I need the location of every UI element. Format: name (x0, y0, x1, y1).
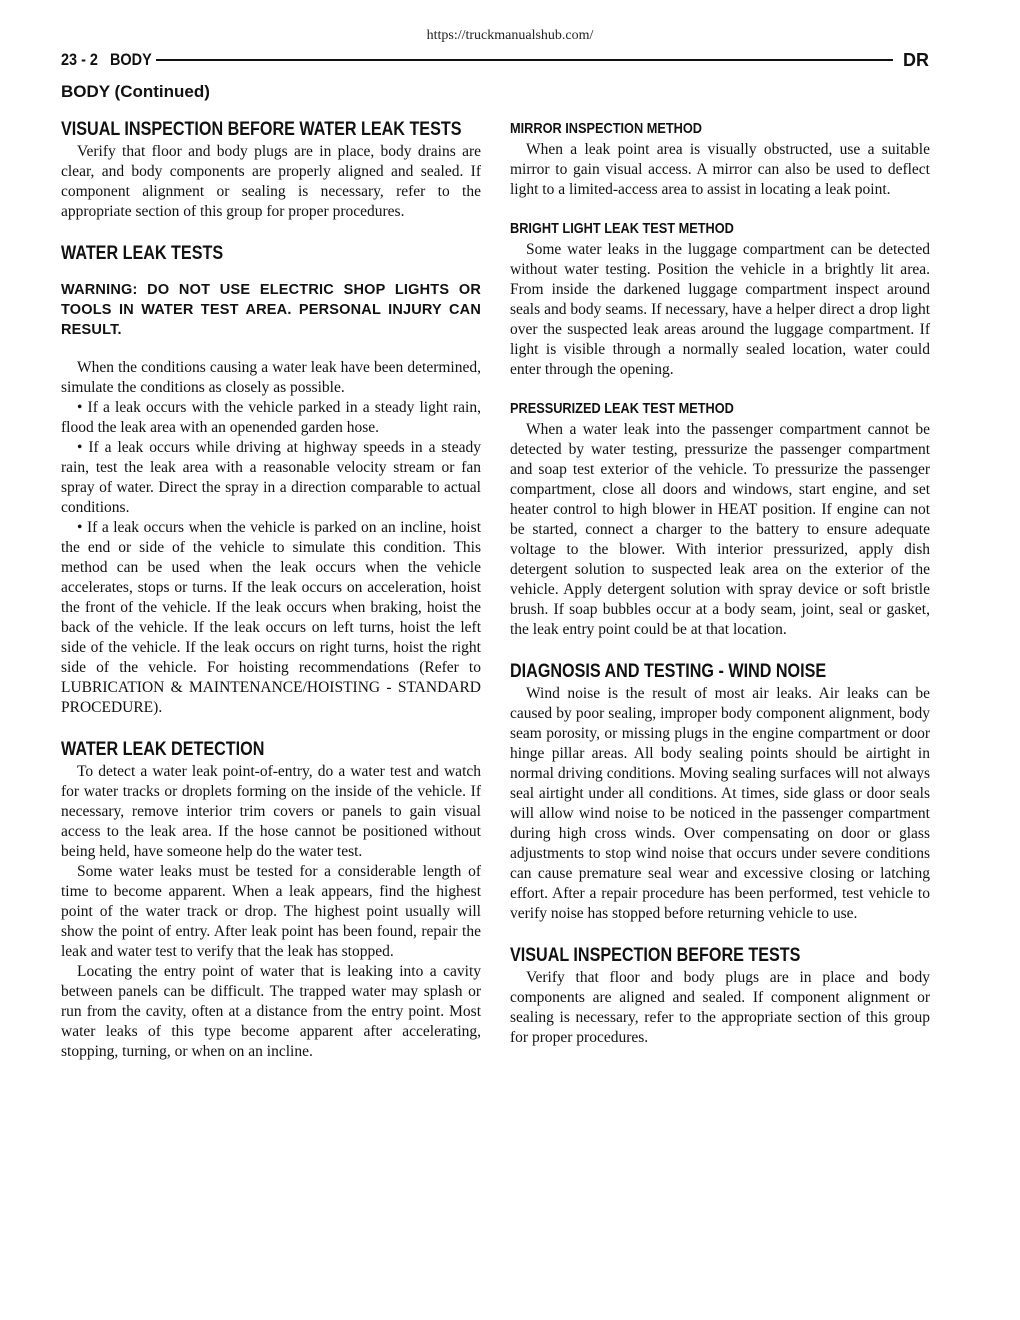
bullet-item: • If a leak occurs when the vehicle is parked on an incline, hoist the end or side of the vehicle to simulate this condition. This method can be used when the leak occurs when the vehicle accelerates, stops or turns. If the leak occurs on acceleration, hoist the front of the vehicle. If the leak occurs when braking, hoist the back of the vehicle. If the leak occurs on left turns, hoist the left side of the vehicle. If the leak occurs on right turns, hoist the right side of the vehicle. For hoisting recommendations (Refer to LUBRICATION & MAINTENANCE/HOISTING - STANDARD PROCEDURE). (61, 519, 481, 716)
bright-light-heading: BRIGHT LIGHT LEAK TEST METHOD (510, 220, 734, 237)
tests-intro: When the conditions causing a water leak have been determined, simulate the conditions as closely as possible. (61, 359, 481, 396)
continued-title: BODY (Continued) (61, 82, 210, 101)
wind-noise-heading: DIAGNOSIS AND TESTING - WIND NOISE (510, 661, 827, 682)
detection-paragraph: Locating the entry point of water that is leaking into a cavity between panels can be difficult. The trapped water may splash or run from the cavity, often at a distance from the entry point. Most water leaks of this type become apparent after accelerating, stopping, turning, or when on an incline. (61, 963, 481, 1060)
water-leak-detection-heading: WATER LEAK DETECTION (61, 739, 265, 760)
section-name: BODY (110, 50, 153, 69)
model-code: DR (903, 49, 929, 70)
mirror-method-text: When a leak point area is visually obstructed, use a suitable mirror to gain visual access. A mirror can also be used to deflect light to a limited-access area to assist in locating a leak point. (510, 141, 930, 198)
right-column (510, 118, 930, 1048)
visual-inspection-text: Verify that floor and body plugs are in place, body drains are clear, and body components are properly aligned and sealed. If component alignment or sealing is necessary, refer to the appropriate section of this group for proper procedures. (61, 143, 481, 220)
water-leak-tests-heading: WATER LEAK TESTS (61, 243, 224, 264)
bullet-item: • If a leak occurs with the vehicle parked in a steady light rain, flood the leak area with an openended garden hose. (61, 399, 481, 436)
warning-text: WARNING: DO NOT USE ELECTRIC SHOP LIGHTS OR TOOLS IN WATER TEST AREA. PERSONAL INJURY CAN RESULT. (61, 282, 481, 338)
bullet-item: • If a leak occurs while driving at highway speeds in a steady rain, test the leak area with a reasonable velocity stream or fan spray of water. Direct the spray in a direction comparable to actual conditions. (61, 439, 481, 516)
header-rule (156, 59, 893, 61)
detection-paragraph: Some water leaks must be tested for a considerable length of time to become apparent. When a leak appears, find the highest point of the water track or drop. The highest point usually will show the point of entry. After leak point has been found, repair the leak and water test to verify that the leak has stopped. (61, 863, 481, 960)
wind-noise-text: Wind noise is the result of most air leaks. Air leaks can be caused by poor sealing, improper body component alignment, body seam porosity, or missing plugs in the engine compartment or door hinge pillar areas. All body sealing points should be airtight in normal driving conditions. Moving sealing surfaces will not always seal airtight under all conditions. At times, side glass or door seals will allow wind noise to be noticed in the passenger compartment during high cross winds. Over compensating on door or glass adjustments to stop wind noise that occurs under severe conditions can cause premature seal wear and excessive closing or latching effort. After a repair procedure has been performed, test vehicle to verify noise has stopped before returning vehicle to use. (510, 685, 930, 922)
pressurized-text: When a water leak into the passenger compartment cannot be detected by water testing, pressurize the passenger compartment and soap test exterior of the vehicle. To pressurize the passenger compartment, close all doors and windows, start engine, and set heater control to high blower in HEAT position. If engine can not be started, connect a charger to the battery to ensure adequate voltage to the blower. With interior pressurized, apply dish detergent solution to suspected leak area on the exterior of the vehicle. Apply detergent solution with spray device or soft bristle brush. If soap bubbles occur at a body seam, joint, seal or gasket, the leak entry point could be at that location. (510, 421, 930, 638)
page-number: 23 - 2 (61, 50, 98, 69)
bright-light-text: Some water leaks in the luggage compartment can be detected without water testing. Position the vehicle in a brightly lit area. From inside the darkened luggage compartment inspect around seals and body seams. If necessary, have a helper direct a drop light over the suspected leak areas around the luggage compartment. If light is visible through a normally sealed location, water could enter through the opening. (510, 241, 930, 378)
page-header (61, 48, 929, 72)
mirror-method-heading: MIRROR INSPECTION METHOD (510, 120, 702, 137)
visual-inspection-tests-heading: VISUAL INSPECTION BEFORE TESTS (510, 945, 801, 966)
detection-paragraph: To detect a water leak point-of-entry, do a water test and watch for water tracks or droplets forming on the inside of the vehicle. If necessary, remove interior trim covers or panels to gain visual access to the leak area. If the hose cannot be positioned without being held, have someone help do the water test. (61, 763, 481, 860)
left-column (61, 118, 481, 1062)
pressurized-heading: PRESSURIZED LEAK TEST METHOD (510, 400, 734, 417)
visual-inspection-tests-text: Verify that floor and body plugs are in place and body components are aligned and sealed. If component alignment or sealing is necessary, refer to the appropriate section of this group for proper procedures. (510, 969, 930, 1046)
source-url[interactable]: https://truckmanualshub.com/ (426, 28, 594, 43)
visual-inspection-heading: VISUAL INSPECTION BEFORE WATER LEAK TESTS (61, 119, 462, 140)
